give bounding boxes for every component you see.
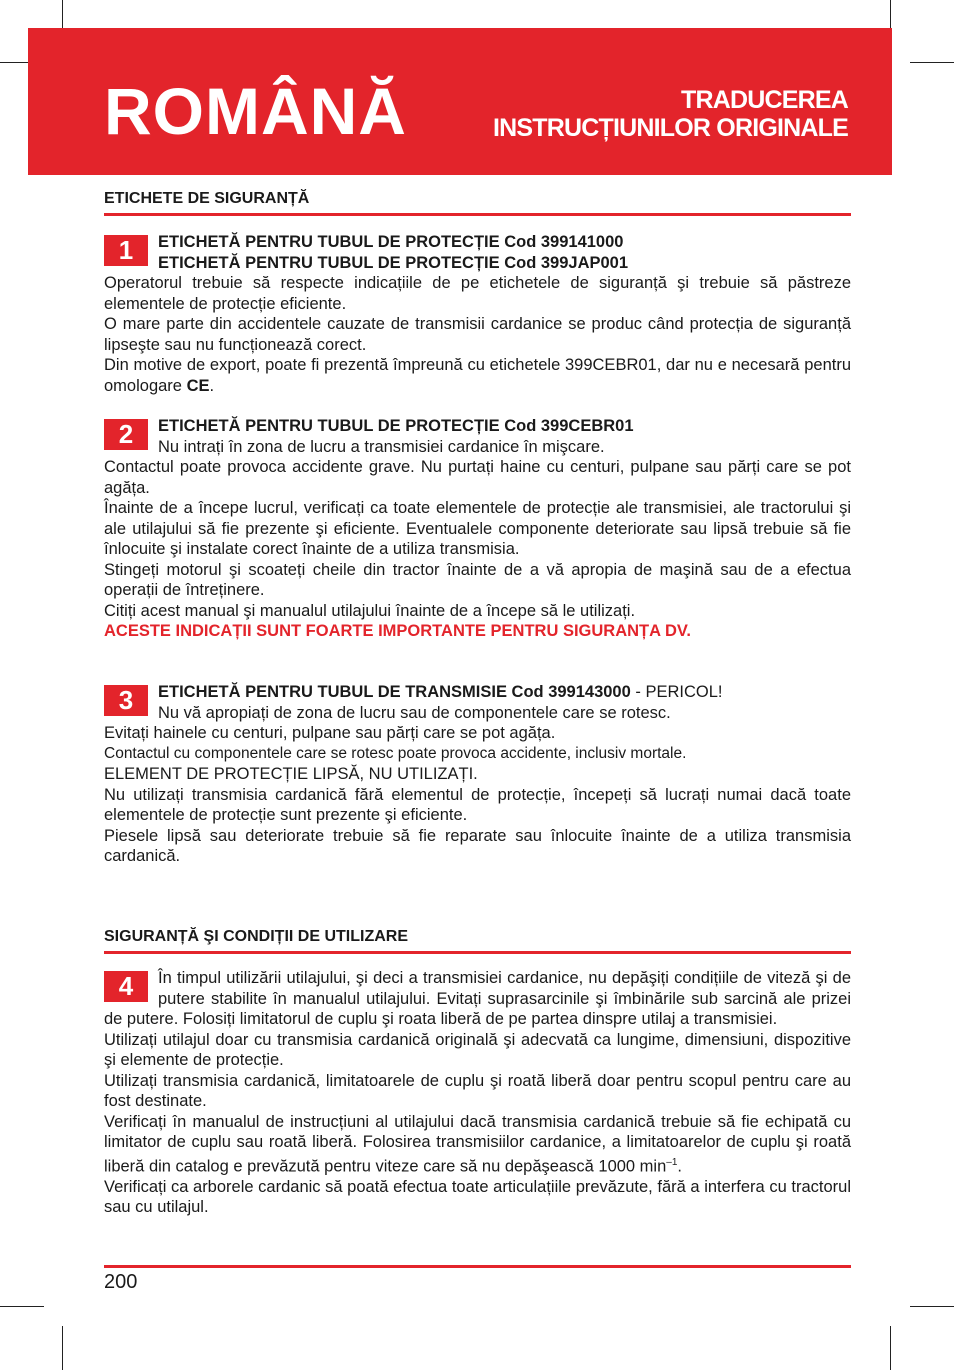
crop-mark	[910, 1306, 954, 1307]
item-number-badge: 4	[104, 971, 148, 1002]
label-title-text: ETICHETĂ PENTRU TUBUL DE TRANSMISIE Cod 399143000	[158, 683, 631, 701]
page-number: 200	[104, 1271, 138, 1293]
paragraph: Evitați hainele cu centuri, pulpane sau părți care se pot agăța.	[104, 724, 556, 742]
safety-item-3	[104, 682, 851, 867]
safety-warning: ACESTE INDICAȚII SUNT FOARTE IMPORTANTE PENTRU SIGURANȚA DV.	[104, 622, 691, 640]
page-title: ROMÂNĂ	[104, 74, 407, 148]
section-heading-safety-labels: ETICHETE DE SIGURANȚĂ	[104, 190, 851, 216]
label-title: ETICHETĂ PENTRU TUBUL DE PROTECȚIE Cod 399CEBR01	[158, 417, 634, 435]
paragraph: Utilizați transmisia cardanică, limitatoarele de cuplu şi roată liberă doar pentru scopul pentru care au fost destinate.	[104, 1071, 851, 1110]
safety-item-1	[104, 232, 851, 396]
item-number-badge: 1	[104, 235, 148, 266]
footer-divider	[104, 1265, 851, 1268]
crop-mark	[890, 1326, 891, 1370]
label-title	[104, 682, 851, 703]
language-banner	[28, 28, 892, 175]
item-number-badge: 3	[104, 685, 148, 716]
paragraph: Stingeți motorul şi scoateți cheile din tractor înainte de a vă apropia de maşină sau de a efectua operații de întreținere.	[104, 560, 851, 599]
safety-item-2	[104, 416, 851, 642]
superscript: –1	[666, 1156, 678, 1168]
subtitle-line: TRADUCEREA	[680, 86, 848, 114]
paragraph: ELEMENT DE PROTECȚIE LIPSĂ, NU UTILIZAȚI.	[104, 765, 478, 783]
crop-mark	[62, 1326, 63, 1370]
paragraph-text: Verificați în manualul de instrucțiuni al utilajului dacă transmisia cardanică trebuie să fie echipată cu limitator de cuplu sau roată liberă. Folosirea transmisiilor cardanice, a limitatoarelor de cuplu şi roată liberă din catalog e prevăzută pentru viteze care să nu depăşească 1000 min	[104, 1112, 851, 1175]
paragraph: Contactul cu componentele care se rotesc poate provoca accidente, inclusiv mortale.	[104, 744, 687, 762]
crop-mark	[910, 62, 954, 63]
section-heading-safety-conditions: SIGURANȚĂ ŞI CONDIȚII DE UTILIZARE	[104, 928, 851, 954]
paragraph: O mare parte din accidentele cauzate de transmisii cardanice se produc când protecția de siguranță lipseşte sau nu funcționează corect.	[104, 315, 851, 354]
subtitle-line: INSTRUCȚIUNILOR ORIGINALE	[493, 114, 848, 142]
paragraph: Piesele lipsă sau deteriorate trebuie să fie reparate sau înlocuite înainte de a utiliza transmisia cardanică.	[104, 826, 851, 865]
paragraph: Contactul poate provoca accidente grave. Nu purtați haine cu centuri, pulpane sau părți care se pot agăța.	[104, 458, 851, 497]
crop-mark	[0, 1306, 44, 1307]
paragraph: Verificați în manualul de instrucțiuni al utilajului dacă transmisia cardanică trebuie să fie echipată cu limitator de cuplu sau roată liberă. Folosirea transmisiilor cardanice, a limitatoarelor de cuplu şi roată liberă din catalog e prevăzută pentru viteze care să nu depăşească 1000 $\min^{-1}$.	[104, 1112, 851, 1175]
paragraph: Nu utilizați transmisia cardanică fără elementul de protecție, începeți să lucrați numai dacă toate elementele de protecție sunt prezente şi eficiente.	[104, 785, 851, 824]
item-number-badge: 2	[104, 419, 148, 450]
page-subtitle	[493, 86, 848, 142]
paragraph: În timpul utilizării utilajului, şi deci a transmisiei cardanice, nu depăşiți condițiile de viteză şi de putere stabilite în manualul utilajului. Evitați suprasarcinile şi îmbinările sub sarcină ale prizei de putere. Folosiți limitatorul de cuplu şi roata liberă de pe partea dinspre utilaj a transmisiei.	[104, 969, 851, 1028]
paragraph: Citiți acest manual şi manualul utilajului înainte de a începe să le utilizați.	[104, 601, 636, 620]
paragraph: Din motive de export, poate fi prezentă împreună cu etichetele 399CEBR01, dar nu e necesară pentru omologare CE.	[104, 356, 851, 395]
label-suffix: - PERICOL!	[630, 683, 723, 701]
paragraph: Verificați ca arborele cardanic să poată efectua toate articulațiile prevăzute, fără a interfera cu tractorul sau cu utilajul.	[104, 1177, 851, 1216]
ce-mark-icon: CE	[186, 376, 210, 395]
paragraph: Nu vă apropiați de zona de lucru sau de componentele care se rotesc.	[158, 703, 671, 722]
paragraph: Înainte de a începe lucrul, verificați ca toate elementele de protecție ale transmisiei, ale tractorului şi ale utilajului să fie prezente şi eficiente. Eventualele componente deteriorate sau lipsă trebuie să fie înlocuite şi instalate corect înainte de a utiliza transmisia.	[104, 499, 851, 558]
label-title: ETICHETĂ PENTRU TUBUL DE PROTECȚIE Cod 399JAP001	[158, 253, 629, 272]
paragraph: Nu intrați în zona de lucru a transmisiei cardanice în mişcare.	[158, 437, 605, 456]
safety-item-4	[104, 968, 851, 1218]
paragraph-text: Din motive de export, poate fi prezentă împreună cu etichetele 399CEBR01, dar nu e necesară pentru omologare	[104, 356, 851, 395]
paragraph: Utilizați utilajul doar cu transmisia cardanică originală şi adecvată ca lungime, dimensiuni, dispozitive şi elemente de protecție.	[104, 1030, 851, 1069]
paragraph: Operatorul trebuie să respecte indicațiile de pe etichetele de siguranță şi trebuie să păstreze elementele de protecție eficiente.	[104, 274, 851, 313]
label-title: ETICHETĂ PENTRU TUBUL DE PROTECȚIE Cod 399141000	[158, 233, 624, 251]
